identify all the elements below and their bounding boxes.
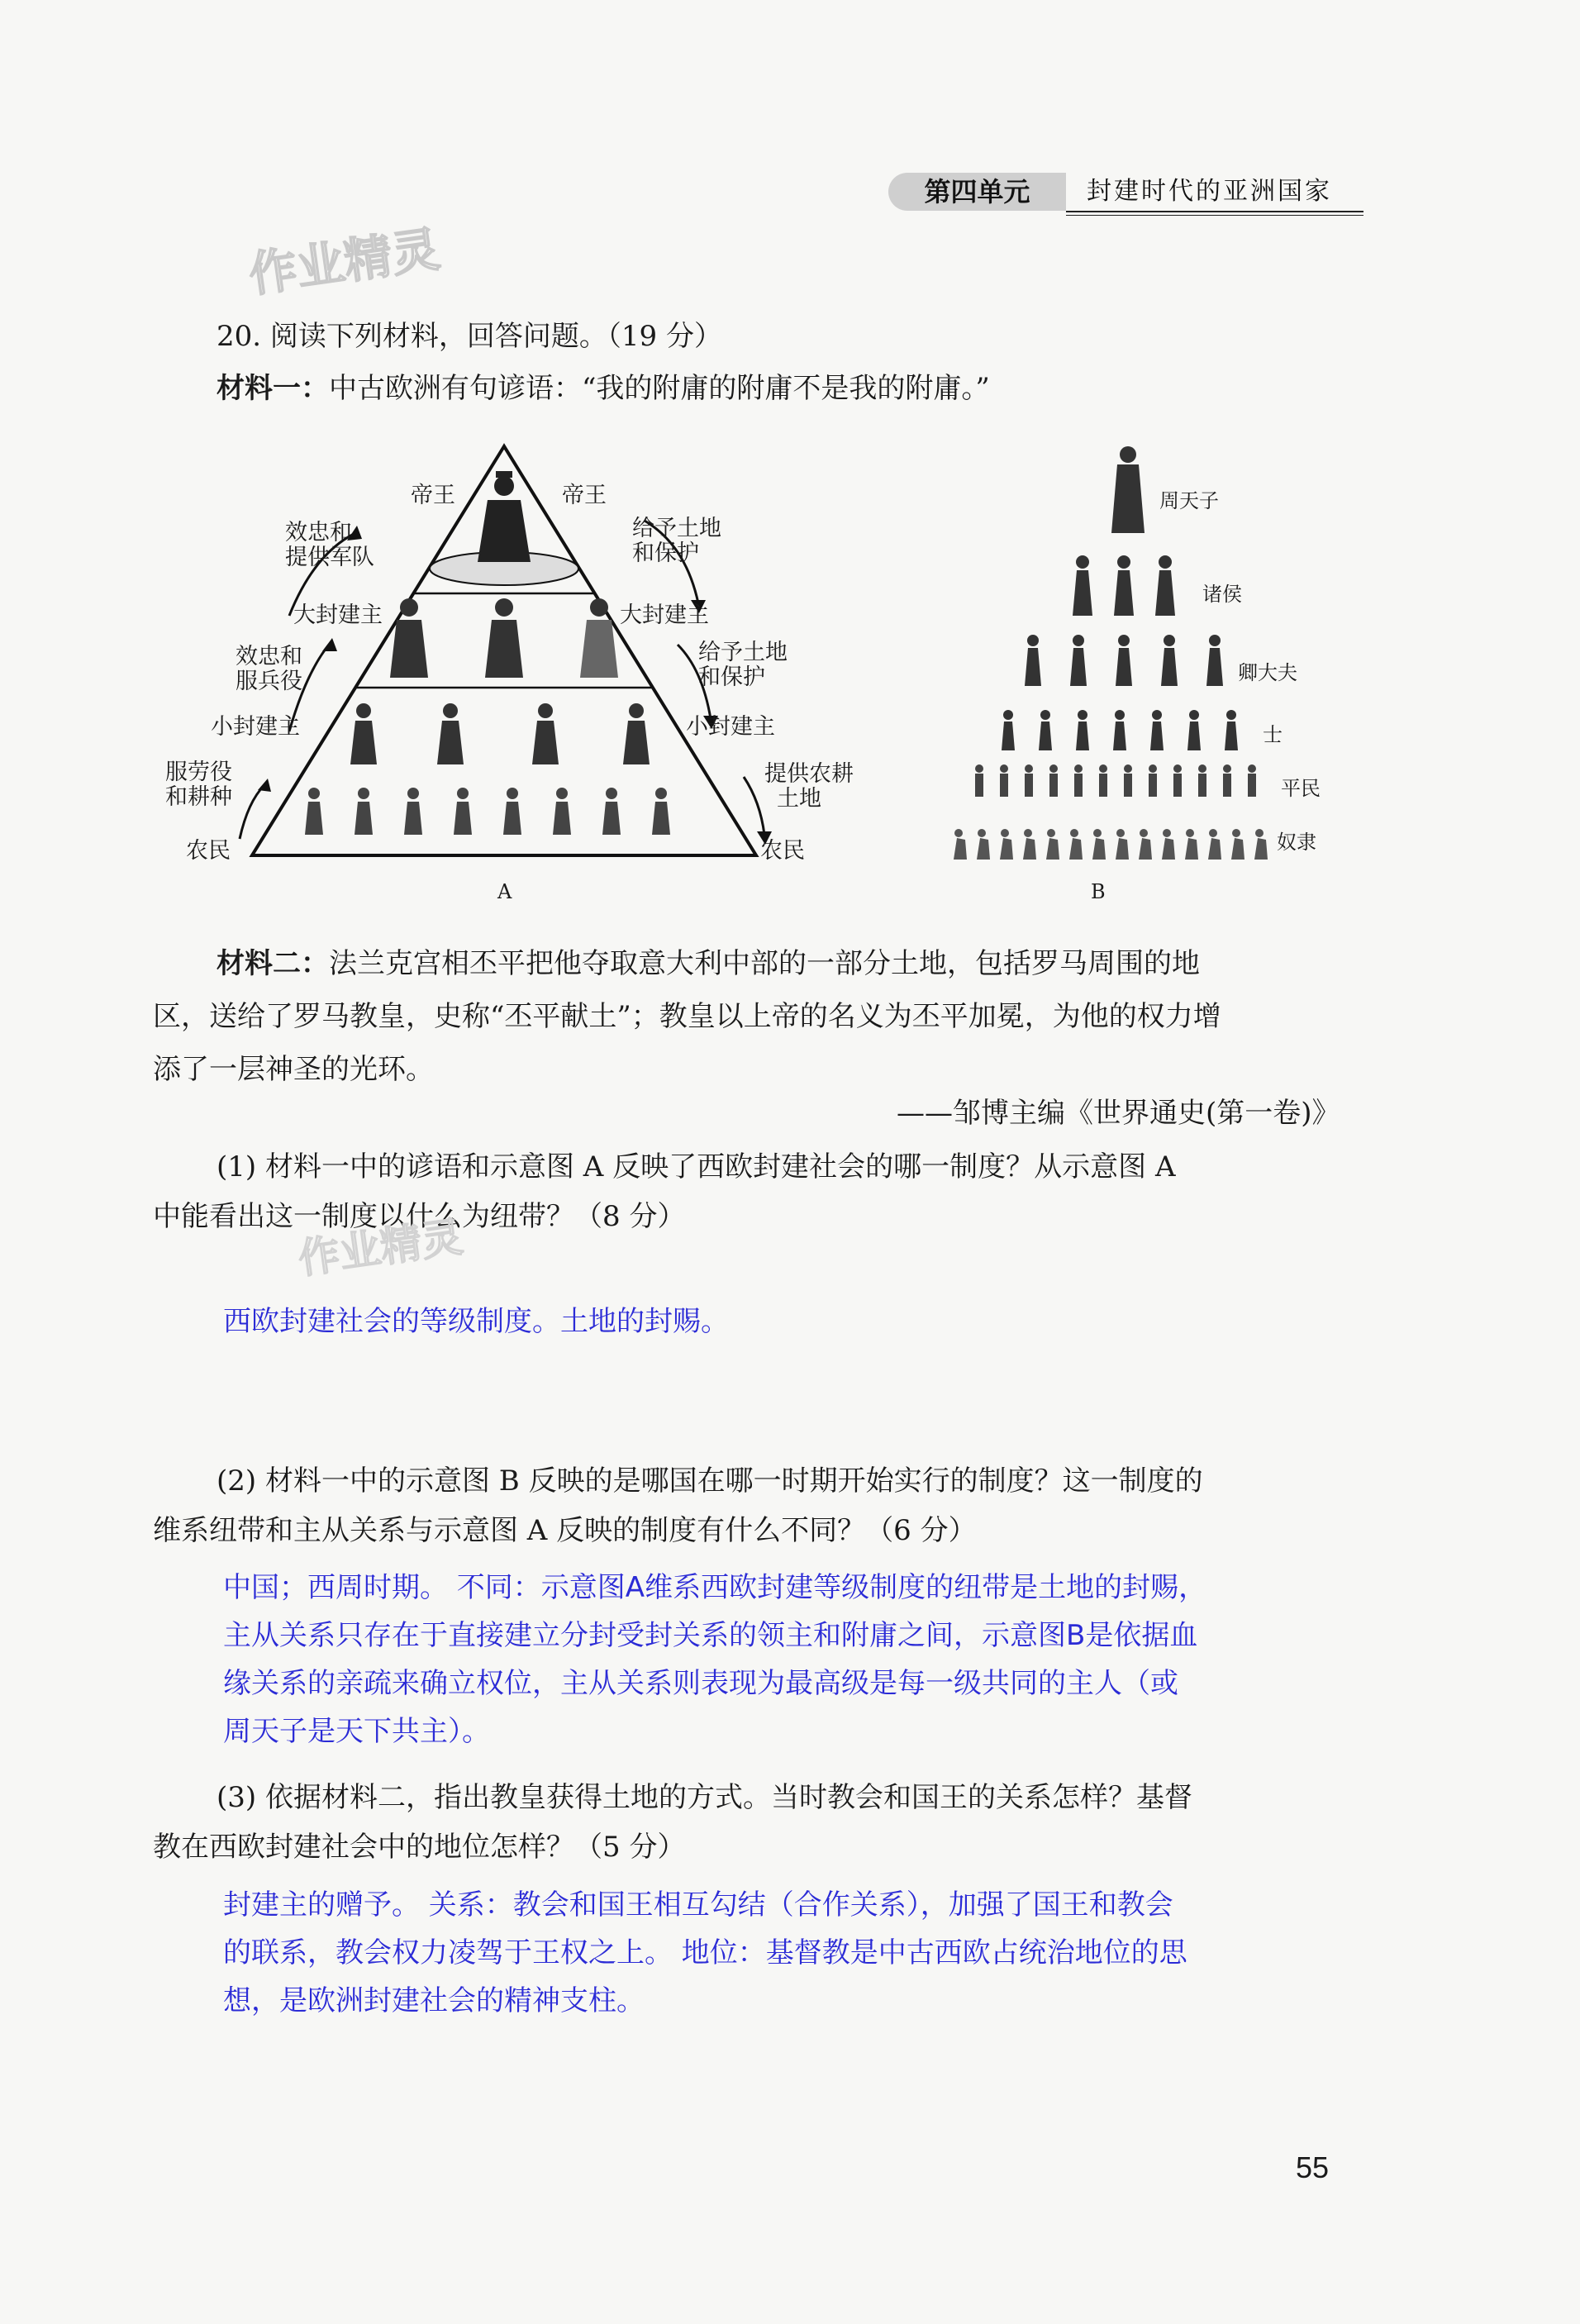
lords-figures xyxy=(1073,555,1175,616)
level-ministers: 卿大夫 xyxy=(1238,661,1297,684)
watermark-2: 作业精灵 xyxy=(295,1212,466,1283)
diagram-b-caption: B xyxy=(1091,880,1106,903)
arrow-text-right-3a: 提供农耕 xyxy=(764,761,854,787)
king-figure xyxy=(478,471,531,562)
arrow-text-left-3a: 服劳役 xyxy=(165,760,232,785)
arrow-text-left-1a: 效忠和 xyxy=(285,520,352,545)
arrow-text-left-2b: 服兵役 xyxy=(236,669,302,694)
label-peasant-left: 农民 xyxy=(186,838,231,864)
subq2-answer-2: 主从关系只存在于直接建立分封受封关系的领主和附庸之间，示意图B是依据血 xyxy=(223,1619,1198,1652)
material1-label: 材料一： xyxy=(217,372,329,405)
level-zhou-king: 周天子 xyxy=(1159,489,1219,512)
label-emperor-left: 帝王 xyxy=(411,483,455,508)
subq3-answer-3: 想，是欧洲封建社会的精神支柱。 xyxy=(223,1984,645,2017)
material2-label: 材料二： xyxy=(217,947,329,980)
commoner-figures xyxy=(975,764,1256,797)
unit-title: 封建时代的亚洲国家 xyxy=(1087,177,1332,206)
diagram-a-caption: A xyxy=(497,880,512,903)
subq2-answer-4: 周天子是天下共主）。 xyxy=(223,1715,490,1748)
great-lord-figures xyxy=(390,598,618,678)
source-citation: ——邹博主编《世界通史(第一卷)》 xyxy=(897,1097,1340,1130)
small-lord-figures xyxy=(350,703,650,764)
label-great-lord-left: 大封建主 xyxy=(293,602,383,628)
label-emperor-right: 帝王 xyxy=(562,483,607,508)
arrow-text-left-3b: 和耕种 xyxy=(165,784,232,810)
subq2-answer-1: 中国；西周时期。 不同：示意图A维系西欧封建等级制度的纽带是土地的封赐， xyxy=(223,1571,1207,1604)
arrow-text-right-2b: 和保护 xyxy=(698,664,765,690)
label-peasant-right: 农民 xyxy=(760,838,805,864)
level-shi: 士 xyxy=(1263,723,1283,746)
subq3-line-1: (3) 依据材料二，指出教皇获得土地的方式。当时教会和国王的关系怎样？基督 xyxy=(217,1781,1192,1814)
diagram-b xyxy=(942,438,1372,909)
material2-line-3: 添了一层神圣的光环。 xyxy=(153,1053,434,1086)
material1-text: 中古欧洲有句谚语：“我的附庸的附庸不是我的附庸。” xyxy=(329,372,990,405)
subq2-answer-3: 缘关系的亲疏来确立权位，主从关系则表现为最高级是每一级共同的主人（或 xyxy=(223,1667,1178,1700)
arrow-text-right-1a: 给予土地 xyxy=(632,516,721,541)
subq1-line-2: 中能看出这一制度以什么为纽带？（8 分） xyxy=(153,1200,686,1233)
subq2-line-1: (2) 材料一中的示意图 B 反映的是哪国在哪一时期开始实行的制度？这一制度的 xyxy=(217,1464,1203,1498)
slave-figures xyxy=(954,829,1268,860)
arrow-text-right-3b: 土地 xyxy=(777,786,821,812)
peasant-figures xyxy=(305,788,670,835)
level-slaves: 奴隶 xyxy=(1277,831,1316,854)
zhou-king-figure xyxy=(1111,446,1145,533)
arrow-text-right-2a: 给予土地 xyxy=(698,640,788,665)
material1 xyxy=(217,370,990,407)
subq3-line-2: 教在西欧封建社会中的地位怎样？（5 分） xyxy=(153,1831,686,1864)
label-small-lord-left: 小封建主 xyxy=(211,714,300,740)
subq1-line-1: (1) 材料一中的谚语和示意图 A 反映了西欧封建社会的哪一制度？从示意图 A xyxy=(217,1150,1176,1183)
subq2-line-2: 维系纽带和主从关系与示意图 A 反映的制度有什么不同？（6 分） xyxy=(153,1514,977,1547)
page-number: 55 xyxy=(1296,2150,1330,2184)
level-commoners: 平民 xyxy=(1281,777,1321,800)
diagram-a xyxy=(149,438,876,909)
header-rule xyxy=(1066,211,1363,212)
unit-header xyxy=(888,169,1363,215)
ministers-figures xyxy=(1025,635,1223,686)
label-small-lord-right: 小封建主 xyxy=(686,714,775,740)
material2-line-2: 区，送给了罗马教皇，史称“丕平献土”；教皇以上帝的名义为丕平加冕，为他的权力增 xyxy=(153,1000,1221,1033)
arrow-text-right-1b: 和保护 xyxy=(632,541,699,566)
label-great-lord-right: 大封建主 xyxy=(620,602,709,628)
subq3-answer-2: 的联系，教会权力凌驾于王权之上。 地位：基督教是中古西欧占统治地位的思 xyxy=(223,1936,1187,1969)
shi-figures xyxy=(1002,710,1238,750)
question-title: 20. 阅读下列材料，回答问题。（19 分） xyxy=(217,320,722,353)
material2-line-1: 材料二：法兰克宫相丕平把他夺取意大利中部的一部分土地，包括罗马周围的地 xyxy=(217,947,1200,980)
arrow-text-left-2a: 效忠和 xyxy=(236,644,302,669)
header-rule-thin xyxy=(1066,215,1363,216)
subq1-answer: 西欧封建社会的等级制度。土地的封赐。 xyxy=(223,1305,729,1338)
watermark: 作业精灵 xyxy=(245,221,444,303)
subq3-answer-1: 封建主的赠予。 关系：教会和国王相互勾结（合作关系），加强了国王和教会 xyxy=(223,1888,1173,1922)
unit-label: 第四单元 xyxy=(888,173,1066,211)
arrow-text-left-1b: 提供军队 xyxy=(285,545,374,570)
level-lords: 诸侯 xyxy=(1202,583,1242,606)
